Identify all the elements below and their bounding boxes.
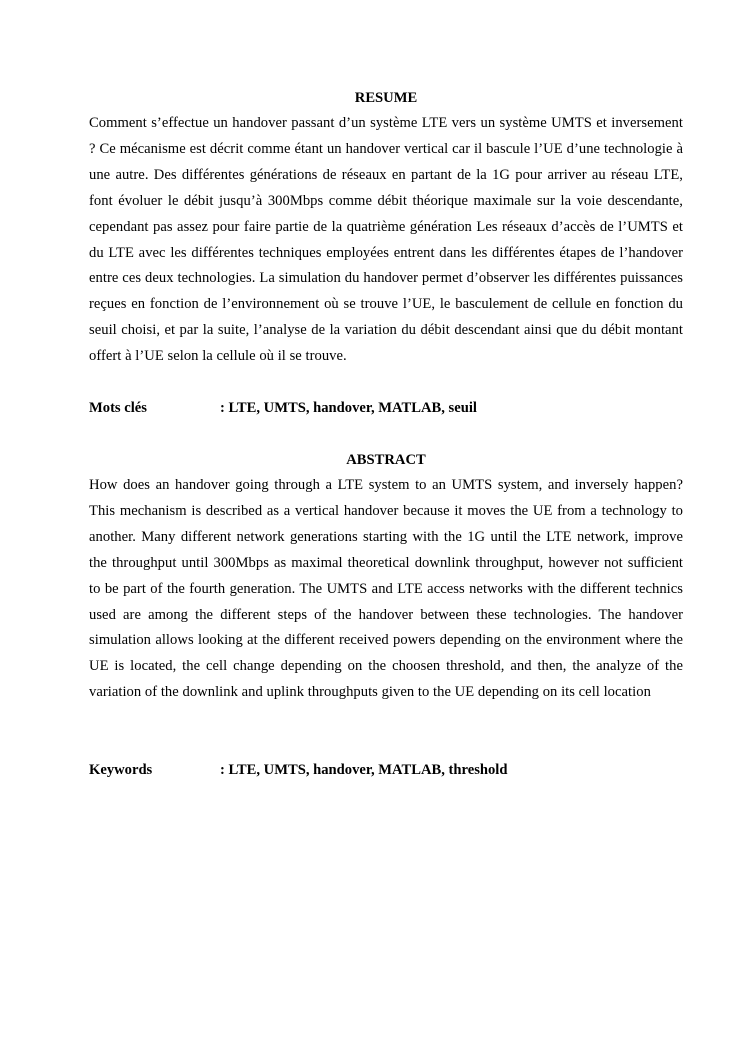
resume-paragraph: Comment s’effectue un handover passant d’un système LTE vers un système UMTS et inversement ? Ce mécanisme est décrit comme étant un handover vertical car il bascule l’UE d’une technologie à une autre. Des différentes générations de réseaux en partant de la 1G pour arriver au réseau LTE, font évoluer le débit jusqu’à 300Mbps comme débit théorique maximale sur la voie descendante, cependant pas assez pour faire partie de la quatrième génération Les réseaux d’accès de l’UMTS et du LTE avec les différentes techniques employées entrent dans les différentes étapes de l’handover entre ces deux technologies. La simulation du handover permet d’observer les différentes puissances reçues en fonction de l’environnement où se trouve l’UE, le basculement de cellule en fonction du seuil choisi, et par la suite, l’analyse de la variation du débit descendant ainsi que du débit montant offert à l’UE selon la cellule où il se trouve. (89, 115, 683, 365)
abstract-keywords-label: Keywords (89, 762, 153, 778)
resume-keywords-label: Mots clés (89, 400, 147, 416)
abstract-keywords-row (89, 760, 683, 780)
abstract-keywords-value: : LTE, UMTS, handover, MATLAB, threshold (220, 762, 508, 778)
resume-keywords-value: : LTE, UMTS, handover, MATLAB, seuil (220, 400, 477, 416)
abstract-heading: ABSTRACT (346, 452, 426, 468)
abstract-paragraph: How does an handover going through a LTE system to an UMTS system, and inversely happen? This mechanism is described as a vertical handover because it moves the UE from a technology to another. Many different network generations starting with the 1G until the LTE network, improve the throughput until 300Mbps as maximal theoretical downlink throughput, however not sufficient to be part of the fourth generation. The UMTS and LTE access networks with the different technics used are among the different steps of the handover between these technologies. The handover simulation allows looking at the different received powers depending on the environment where the UE is located, the cell change depending on the choosen threshold, and then, the analyze of the variation of the downlink and uplink throughputs given to the UE depending on its cell location (89, 477, 683, 701)
resume-heading: RESUME (354, 90, 418, 106)
resume-keywords-row (89, 398, 683, 418)
